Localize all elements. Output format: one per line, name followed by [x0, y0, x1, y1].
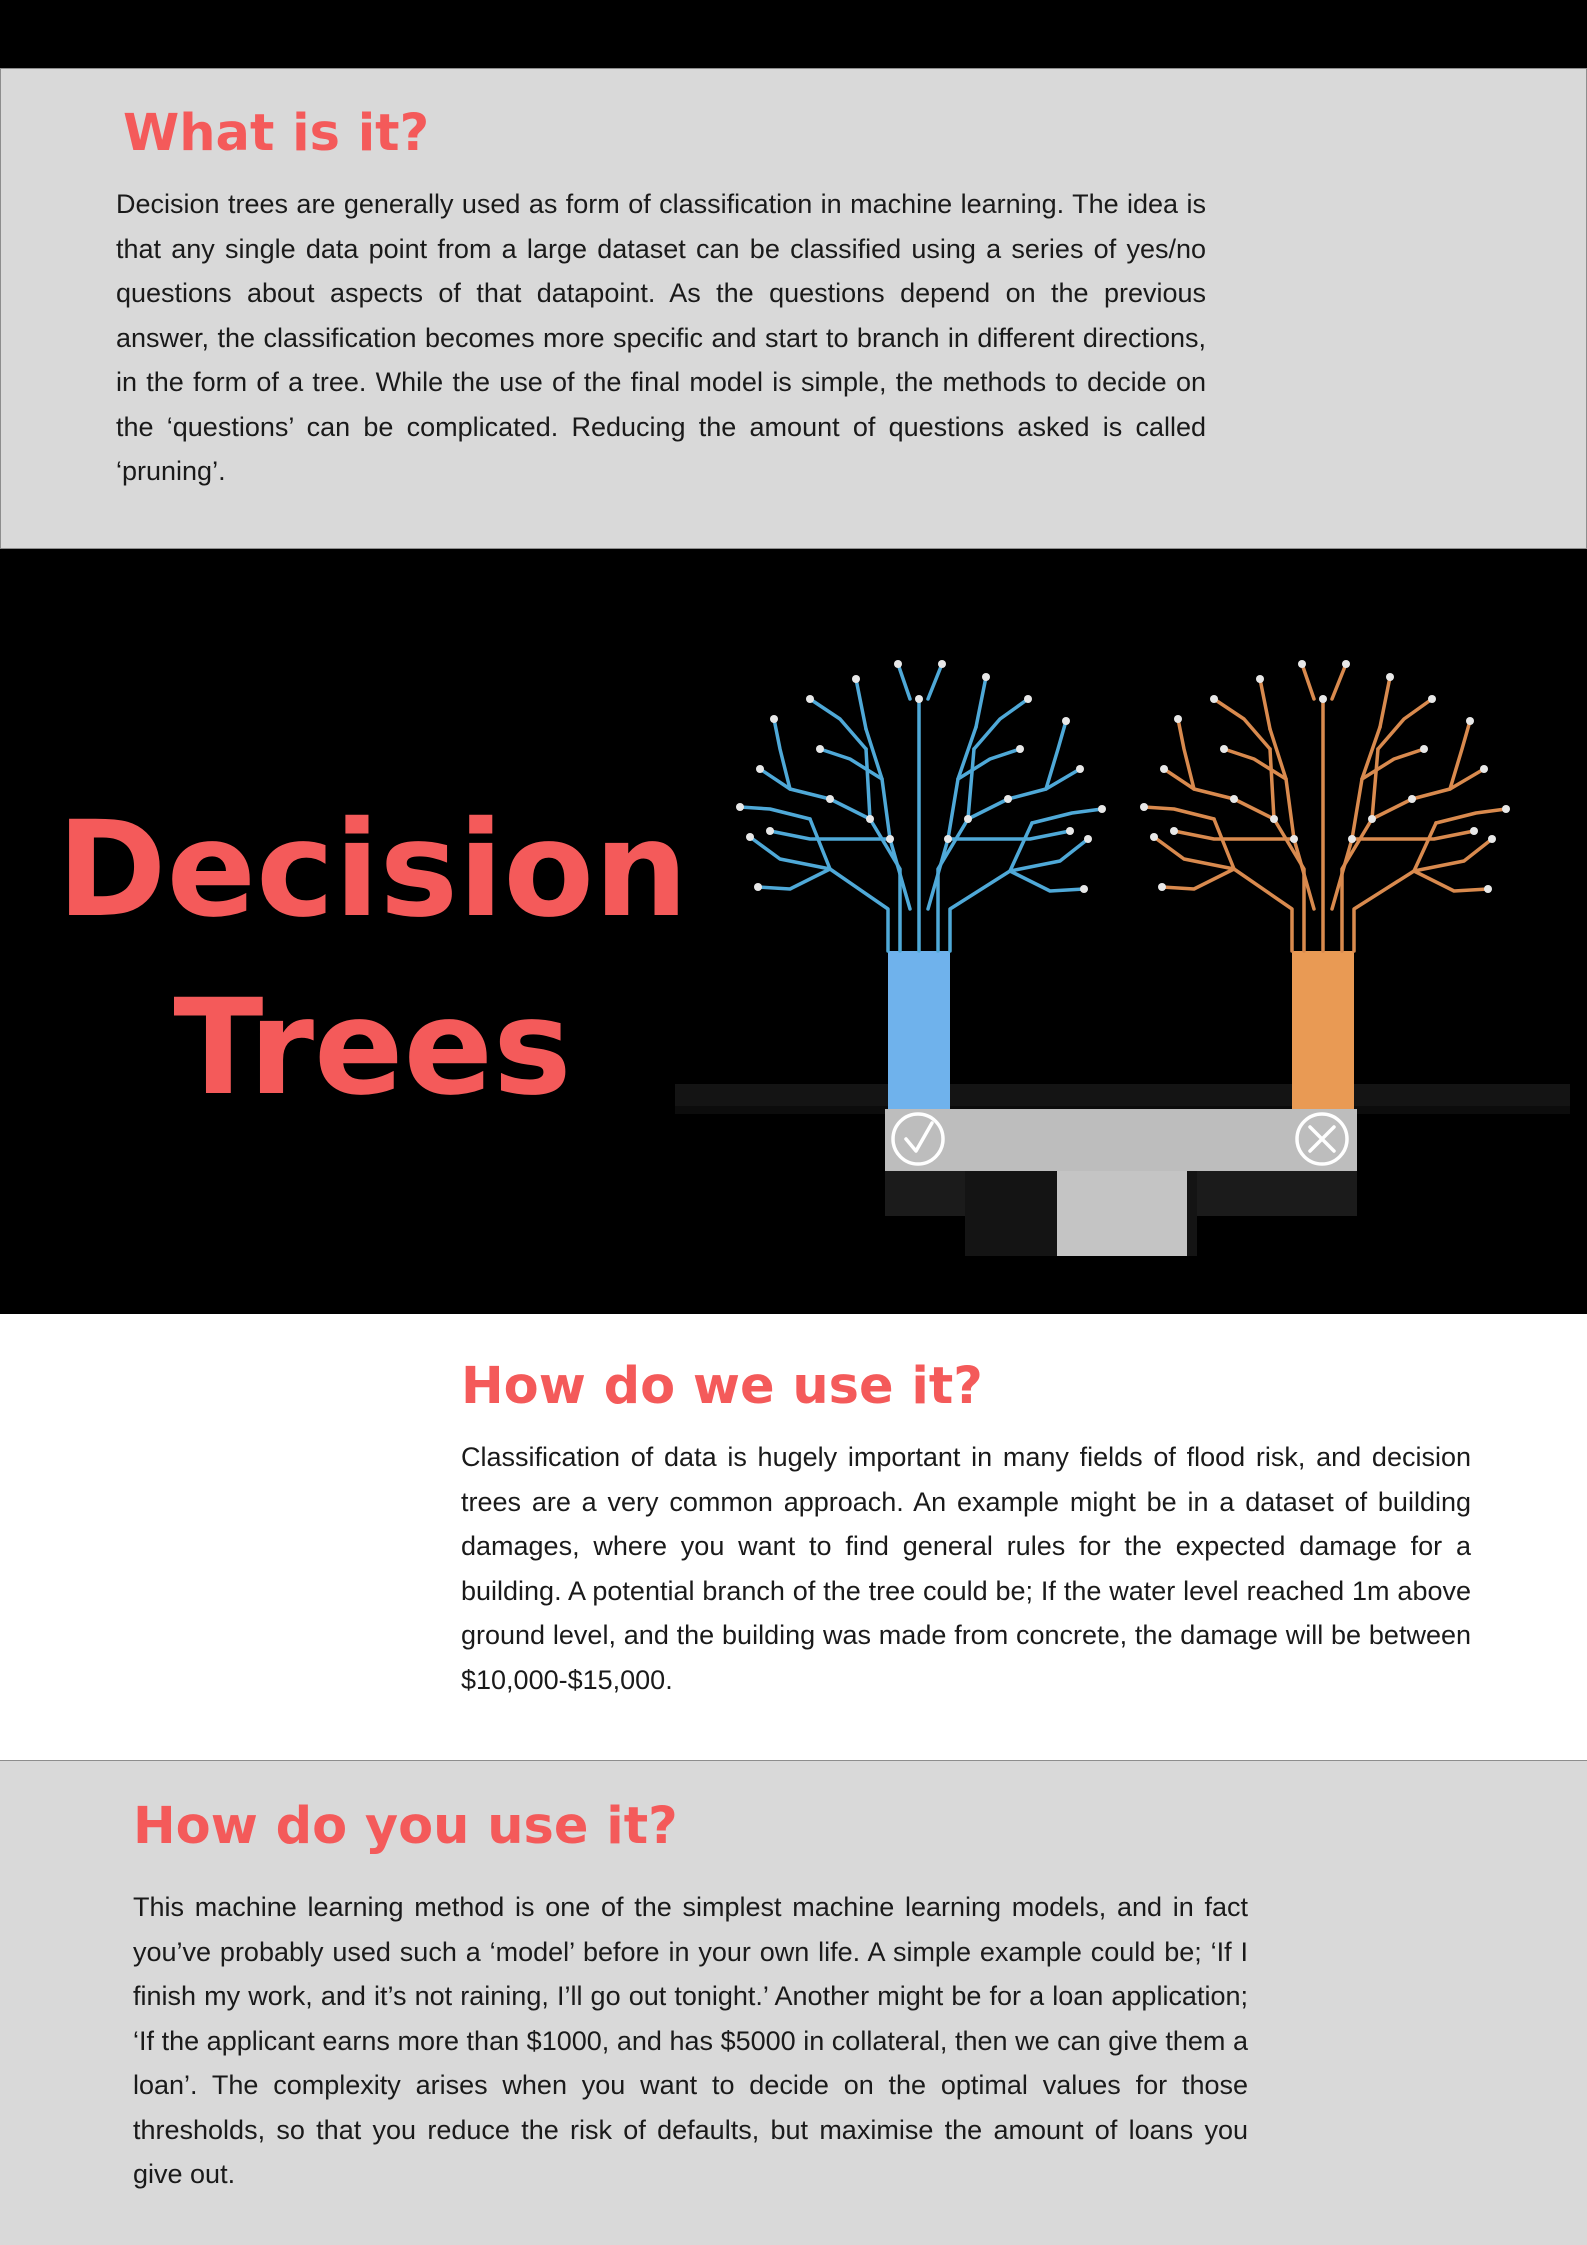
- what-body: Decision trees are generally used as form of classification in machine learning. The idea is that any single data point from a large dataset can be classified using a series of yes/no questions about aspects of that datapoint. As the questions depend on the previous answer, the classification becomes more specific and start to branch in different directions, in the form of a tree. While the use of the final model is simple, the methods to decide on the ‘questions’ can be complicated. Reducing the amount of questions asked is called ‘pruning’.: [116, 189, 1206, 486]
- section-how-do-we-use-it: [0, 1314, 1587, 1760]
- decision-tree-illustration: [670, 609, 1570, 1309]
- section-what-is-it: [0, 68, 1587, 549]
- section-how-do-you-use-it: [0, 1760, 1587, 2245]
- balance-beam: [885, 1109, 1357, 1171]
- how-we-heading: How do we use it?: [461, 1357, 983, 1416]
- how-we-body: Classification of data is hugely important in many fields of flood risk, and decision trees are a very common approach. An example might be in a dataset of building damages, where you want to find general rules for the expected damage for a building. A potential branch of the tree could be; If the water level reached 1m above ground level, and the building was made from concrete, the damage will be between $10,000-$15,000.: [461, 1442, 1471, 1695]
- hero-title-line1: Decision: [56, 793, 689, 947]
- hero-banner: [0, 549, 1587, 1314]
- orange-circuit-tree-icon: [1140, 660, 1510, 1109]
- blue-circuit-tree-icon: [736, 660, 1106, 1109]
- what-heading: What is it?: [123, 104, 430, 163]
- how-you-heading: How do you use it?: [133, 1797, 678, 1856]
- top-black-bar: [0, 0, 1587, 68]
- balance-pedestal: [1057, 1171, 1187, 1256]
- how-you-body: This machine learning method is one of the simplest machine learning models, and in fact you’ve probably used such a ‘model’ before in your own life. A simple example could be; ‘If I finish my work, and it’s not raining, I’ll go out tonight.’ Another might be for a loan application; ‘If the applicant earns more than $1000, and has $5000 in collateral, then we can give them a loan’. The complexity arises when you want to decide on the optimal values for those thresholds, so that you reduce the risk of defaults, but maximise the amount of loans you give out.: [133, 1892, 1248, 2189]
- hero-title-line2: Trees: [173, 971, 572, 1125]
